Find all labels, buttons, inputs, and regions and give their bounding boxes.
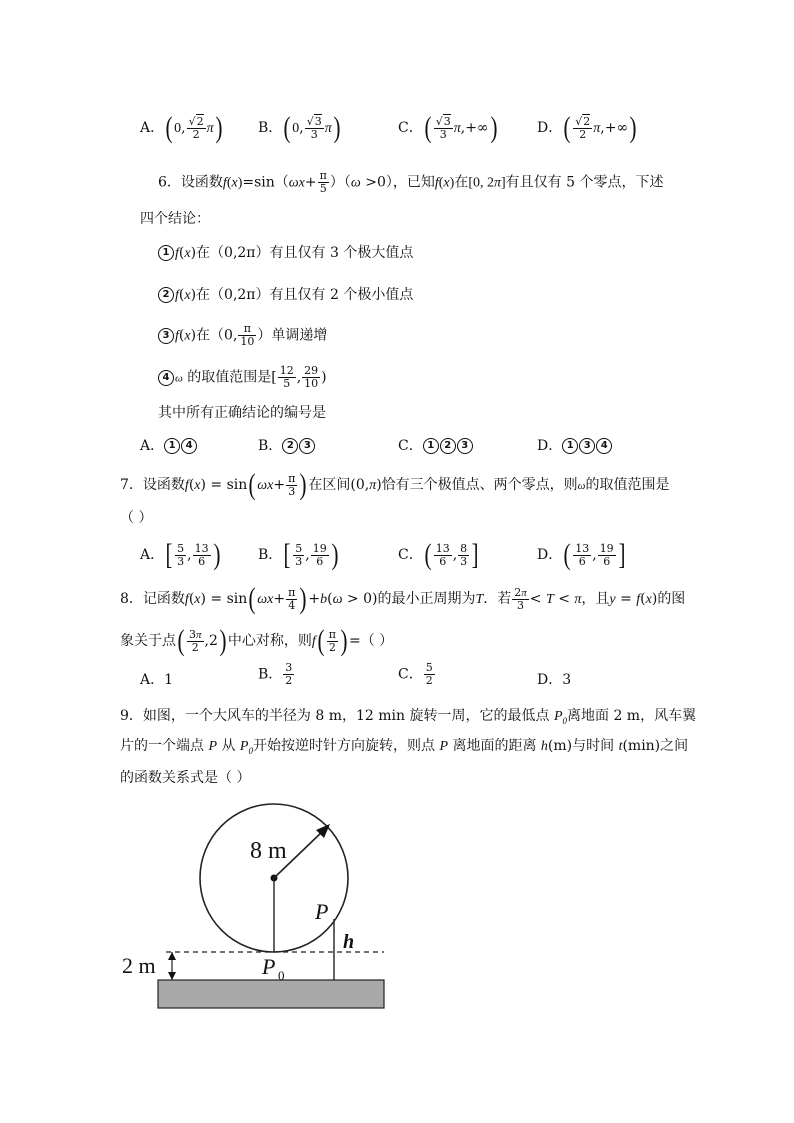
q6-closing: 其中所有正确结论的编号是 [158,405,326,421]
windmill-figure [110,800,400,1015]
q6-stem-line1: 6．设函数f(x)=sin（ωx+ $\frac{\pi}{5}$ ）（ω >0），已知f(x)在[0, 2π]有且仅有 5 个零点，下述 [158,169,664,195]
q9-line3: 的函数关系式是（ ） [120,770,251,786]
radius-label: 8 m [250,838,287,864]
q6-option-d: D． 1 3 4 [537,436,613,456]
two-m-arrowhead-up [168,952,176,960]
q5-option-b: B．( 0, $\frac{√3}{3}$ π) [258,111,341,144]
q9-line2: 片的一个端点 P 从 $P_0$开始按逆时针方向旋转，则点 P 离地面的距离 h(m)与时间 t(min)之间 [120,738,689,756]
q7-option-c: C．( $\frac{13}{6}$ , $\frac{8}{3}$ ] [398,538,479,571]
q5-options [140,113,224,143]
h-label: h [343,931,355,953]
q6-stem-line2: 四个结论： [140,211,210,227]
q5-option-d: D．( $\frac{√2}{2}$ π,+∞) [537,111,637,144]
q7-option-a: A．[ $\frac{5}{3}$ , $\frac{13}{6}$ ) [140,538,221,571]
q8-option-d: D．3 [537,672,572,688]
q6-conclusion-3: 3 f(x)在（0, $\frac{\pi}{10}$ ）单调递增 [158,323,327,348]
q6-option-c: C． 1 2 3 [398,436,474,456]
q6-conclusion-1: 1 f(x)在（0,2π）有且仅有 3 个极大值点 [158,243,413,264]
q8-stem-line1: 8．记函数f(x) = sin( ωx+ $\frac{\pi}{4}$ ) +b(ω > 0)的最小正周期为T．若 $\frac{2\pi}{3}$ < T < π，且y = f(x)的图 [120,582,686,615]
ground-block [158,980,384,1008]
q6-conclusion-4: 4 ω 的取值范围是[ $\frac{12}{5}$ , $\frac{29}{10}$ ) [158,365,327,390]
q7-stem: 7．设函数f(x) = sin( ωx+ $\frac{\pi}{3}$ ) 在区间(0,π)恰有三个极值点、两个零点，则ω的取值范围是 [120,468,670,501]
point-p-label: P [315,899,329,924]
q6-option-a: A． 1 4 [140,436,198,456]
q8-option-a: A．1 [140,672,174,688]
q6-option-b: B． 2 3 [258,436,316,456]
q8-option-b: B． $\frac{3}{2}$ [258,661,293,687]
q9-line1: 9．如图，一个大风车的半径为 8 m，12 min 旋转一周，它的最低点 $P_0$离地面 2 m，风车翼 [120,708,697,726]
q6-conclusion-2: 2 f(x)在（0,2π）有且仅有 2 个极小值点 [158,285,413,306]
q7-blank: （ ） [120,510,153,526]
two-m-label: 2 m [122,953,156,978]
q8-stem-line2: 象关于点( $\frac{3\pi}{2}$ ,2) 中心对称，则f( $\frac{\pi}{2}$ ) =（ ） [120,624,394,657]
point-p0-label: P [262,954,276,979]
q5-option-c: C．( $\frac{√3}{3}$ π,+∞) [398,111,498,144]
point-p0-subscript: 0 [278,968,285,983]
q5-option-a: A．( 0, $\frac{√2}{2}$ π) [140,111,223,144]
q7-option-b: B．[ $\frac{5}{3}$ , $\frac{19}{6}$ ) [258,538,339,571]
q8-option-c: C． $\frac{5}{2}$ [398,661,433,687]
two-m-arrowhead-down [168,972,176,980]
q7-option-d: D．( $\frac{13}{6}$ , $\frac{19}{6}$ ] [537,538,626,571]
